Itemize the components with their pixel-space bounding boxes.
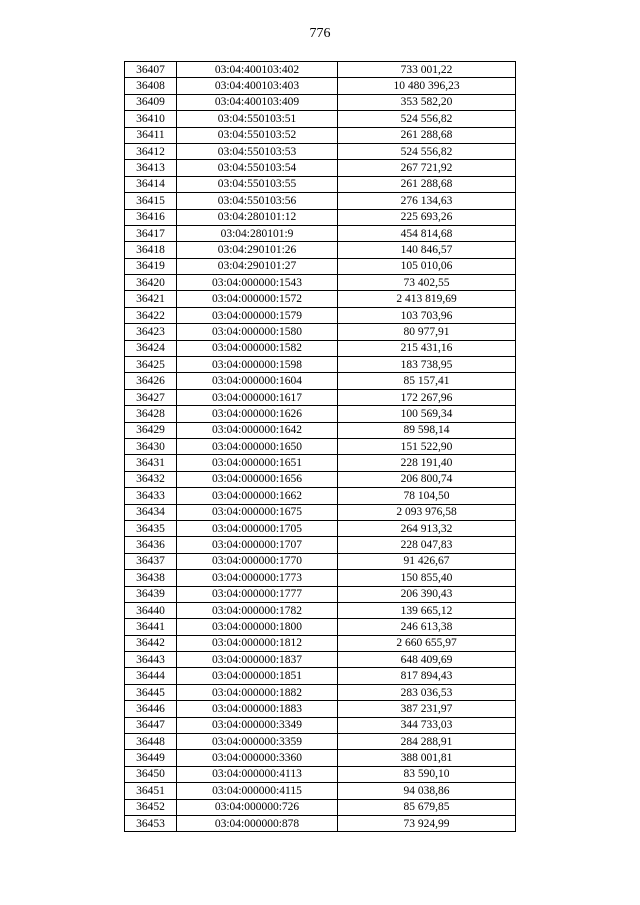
table-row [125,406,516,422]
table-row [125,652,516,668]
table-row [125,504,516,520]
table-row [125,78,516,94]
cadastral-number-cell: 03:04:000000:1579 [177,307,338,323]
cadastral-number-cell: 03:04:280101:12 [177,209,338,225]
cadastral-value-cell: 85 679,85 [338,799,516,815]
cadastral-number-cell: 03:04:290101:26 [177,242,338,258]
row-number-cell: 36441 [125,619,177,635]
cadastral-value-cell: 105 010,06 [338,258,516,274]
cadastral-value-cell: 206 800,74 [338,471,516,487]
cadastral-number-cell: 03:04:000000:1883 [177,701,338,717]
table-row [125,209,516,225]
cadastral-value-cell: 276 134,63 [338,193,516,209]
table-row [125,357,516,373]
row-number-cell: 36429 [125,422,177,438]
cadastral-value-cell: 344 733,03 [338,717,516,733]
cadastral-value-cell: 78 104,50 [338,488,516,504]
cadastral-number-cell: 03:04:400103:409 [177,94,338,110]
table-row [125,602,516,618]
row-number-cell: 36439 [125,586,177,602]
cadastral-value-cell: 100 569,34 [338,406,516,422]
cadastral-value-cell: 94 038,86 [338,783,516,799]
cadastral-value-cell: 91 426,67 [338,553,516,569]
table-row [125,143,516,159]
table-row [125,340,516,356]
table-row [125,750,516,766]
table-row [125,668,516,684]
cadastral-number-cell: 03:04:000000:1662 [177,488,338,504]
cadastral-number-cell: 03:04:000000:1598 [177,357,338,373]
table-body [125,62,516,832]
cadastral-value-cell: 228 047,83 [338,537,516,553]
row-number-cell: 36451 [125,783,177,799]
cadastral-number-cell: 03:04:000000:3359 [177,734,338,750]
cadastral-value-cell: 264 913,32 [338,520,516,536]
row-number-cell: 36433 [125,488,177,504]
row-number-cell: 36417 [125,225,177,241]
row-number-cell: 36431 [125,455,177,471]
table-row [125,520,516,536]
cadastral-number-cell: 03:04:000000:1851 [177,668,338,684]
table-row [125,111,516,127]
row-number-cell: 36445 [125,684,177,700]
cadastral-number-cell: 03:04:000000:1651 [177,455,338,471]
table-row [125,307,516,323]
row-number-cell: 36418 [125,242,177,258]
cadastral-number-cell: 03:04:000000:1582 [177,340,338,356]
table-row [125,537,516,553]
cadastral-number-cell: 03:04:000000:1617 [177,389,338,405]
row-number-cell: 36438 [125,570,177,586]
row-number-cell: 36430 [125,438,177,454]
row-number-cell: 36411 [125,127,177,143]
cadastral-value-cell: 215 431,16 [338,340,516,356]
row-number-cell: 36435 [125,520,177,536]
cadastral-value-cell: 817 894,43 [338,668,516,684]
row-number-cell: 36416 [125,209,177,225]
cadastral-number-cell: 03:04:000000:1782 [177,602,338,618]
row-number-cell: 36437 [125,553,177,569]
cadastral-value-cell: 73 924,99 [338,815,516,831]
cadastral-value-cell: 89 598,14 [338,422,516,438]
table-row [125,438,516,454]
table-row [125,717,516,733]
row-number-cell: 36424 [125,340,177,356]
cadastral-number-cell: 03:04:000000:1580 [177,324,338,340]
cadastral-value-cell: 228 191,40 [338,455,516,471]
row-number-cell: 36442 [125,635,177,651]
cadastral-number-cell: 03:04:550103:55 [177,176,338,192]
cadastral-number-cell: 03:04:000000:1650 [177,438,338,454]
table-row [125,62,516,78]
table-row [125,422,516,438]
row-number-cell: 36412 [125,143,177,159]
cadastral-value-cell: 103 703,96 [338,307,516,323]
row-number-cell: 36410 [125,111,177,127]
table-row [125,766,516,782]
cadastral-number-cell: 03:04:000000:1705 [177,520,338,536]
cadastral-number-cell: 03:04:000000:1675 [177,504,338,520]
cadastral-number-cell: 03:04:550103:56 [177,193,338,209]
table-row [125,94,516,110]
cadastral-number-cell: 03:04:000000:878 [177,815,338,831]
cadastral-value-cell: 150 855,40 [338,570,516,586]
table-row [125,815,516,831]
cadastral-value-cell: 73 402,55 [338,275,516,291]
cadastral-number-cell: 03:04:000000:1572 [177,291,338,307]
row-number-cell: 36414 [125,176,177,192]
row-number-cell: 36419 [125,258,177,274]
cadastral-number-cell: 03:04:000000:1800 [177,619,338,635]
table-row [125,389,516,405]
row-number-cell: 36408 [125,78,177,94]
cadastral-value-cell: 140 846,57 [338,242,516,258]
page-number: 776 [309,26,331,41]
row-number-cell: 36427 [125,389,177,405]
row-number-cell: 36432 [125,471,177,487]
table-row [125,127,516,143]
row-number-cell: 36446 [125,701,177,717]
table-row [125,799,516,815]
cadastral-value-cell: 225 693,26 [338,209,516,225]
row-number-cell: 36409 [125,94,177,110]
row-number-cell: 36425 [125,357,177,373]
cadastral-value-cell: 183 738,95 [338,357,516,373]
cadastral-number-cell: 03:04:000000:1656 [177,471,338,487]
cadastral-number-cell: 03:04:000000:3360 [177,750,338,766]
cadastral-number-cell: 03:04:280101:9 [177,225,338,241]
cadastral-number-cell: 03:04:000000:1770 [177,553,338,569]
table-row [125,160,516,176]
table-row [125,734,516,750]
table-row [125,586,516,602]
cadastral-value-cell: 80 977,91 [338,324,516,340]
table-row [125,570,516,586]
row-number-cell: 36443 [125,652,177,668]
cadastral-number-cell: 03:04:400103:402 [177,62,338,78]
table-row [125,635,516,651]
table-row [125,324,516,340]
cadastral-value-cell: 2 660 655,97 [338,635,516,651]
cadastral-value-cell: 648 409,69 [338,652,516,668]
table-row [125,242,516,258]
cadastral-number-cell: 03:04:000000:1882 [177,684,338,700]
cadastral-number-cell: 03:04:000000:4115 [177,783,338,799]
row-number-cell: 36450 [125,766,177,782]
cadastral-value-cell: 454 814,68 [338,225,516,241]
cadastral-value-cell: 206 390,43 [338,586,516,602]
cadastral-value-cell: 2 413 819,69 [338,291,516,307]
cadastral-number-cell: 03:04:000000:1707 [177,537,338,553]
cadastral-number-cell: 03:04:550103:53 [177,143,338,159]
table-row [125,471,516,487]
table-row [125,225,516,241]
cadastral-value-cell: 151 522,90 [338,438,516,454]
row-number-cell: 36444 [125,668,177,684]
cadastral-value-cell: 267 721,92 [338,160,516,176]
cadastral-value-cell: 261 288,68 [338,127,516,143]
table-row [125,455,516,471]
row-number-cell: 36422 [125,307,177,323]
cadastral-number-cell: 03:04:000000:4113 [177,766,338,782]
row-number-cell: 36415 [125,193,177,209]
cadastral-number-cell: 03:04:000000:1812 [177,635,338,651]
cadastral-value-cell: 283 036,53 [338,684,516,700]
cadastral-number-cell: 03:04:000000:1543 [177,275,338,291]
row-number-cell: 36434 [125,504,177,520]
table-row [125,373,516,389]
table-row [125,701,516,717]
row-number-cell: 36428 [125,406,177,422]
cadastral-value-cell: 10 480 396,23 [338,78,516,94]
table-row [125,783,516,799]
cadastral-number-cell: 03:04:000000:1837 [177,652,338,668]
table-row [125,176,516,192]
cadastral-number-cell: 03:04:400103:403 [177,78,338,94]
table-row [125,258,516,274]
cadastral-value-cell: 353 582,20 [338,94,516,110]
cadastral-value-cell: 524 556,82 [338,143,516,159]
cadastral-number-cell: 03:04:000000:3349 [177,717,338,733]
cadastral-value-cell: 261 288,68 [338,176,516,192]
cadastral-number-cell: 03:04:000000:726 [177,799,338,815]
table-row [125,291,516,307]
table-row [125,619,516,635]
cadastral-value-cell: 733 001,22 [338,62,516,78]
row-number-cell: 36452 [125,799,177,815]
cadastral-value-cell: 246 613,38 [338,619,516,635]
cadastral-value-table [124,61,516,832]
cadastral-number-cell: 03:04:550103:52 [177,127,338,143]
cadastral-value-cell: 139 665,12 [338,602,516,618]
cadastral-value-cell: 388 001,81 [338,750,516,766]
cadastral-number-cell: 03:04:000000:1604 [177,373,338,389]
cadastral-number-cell: 03:04:550103:54 [177,160,338,176]
row-number-cell: 36449 [125,750,177,766]
row-number-cell: 36420 [125,275,177,291]
cadastral-number-cell: 03:04:550103:51 [177,111,338,127]
table-row [125,553,516,569]
cadastral-value-cell: 2 093 976,58 [338,504,516,520]
cadastral-number-cell: 03:04:000000:1642 [177,422,338,438]
table-row [125,193,516,209]
cadastral-number-cell: 03:04:000000:1777 [177,586,338,602]
row-number-cell: 36447 [125,717,177,733]
table-row [125,488,516,504]
row-number-cell: 36413 [125,160,177,176]
row-number-cell: 36436 [125,537,177,553]
row-number-cell: 36426 [125,373,177,389]
cadastral-number-cell: 03:04:000000:1626 [177,406,338,422]
row-number-cell: 36407 [125,62,177,78]
row-number-cell: 36448 [125,734,177,750]
cadastral-value-cell: 85 157,41 [338,373,516,389]
cadastral-value-cell: 284 288,91 [338,734,516,750]
row-number-cell: 36453 [125,815,177,831]
row-number-cell: 36423 [125,324,177,340]
cadastral-value-cell: 387 231,97 [338,701,516,717]
cadastral-value-cell: 83 590,10 [338,766,516,782]
cadastral-value-cell: 524 556,82 [338,111,516,127]
cadastral-number-cell: 03:04:000000:1773 [177,570,338,586]
cadastral-value-cell: 172 267,96 [338,389,516,405]
cadastral-number-cell: 03:04:290101:27 [177,258,338,274]
row-number-cell: 36440 [125,602,177,618]
row-number-cell: 36421 [125,291,177,307]
table-row [125,275,516,291]
table-row [125,684,516,700]
